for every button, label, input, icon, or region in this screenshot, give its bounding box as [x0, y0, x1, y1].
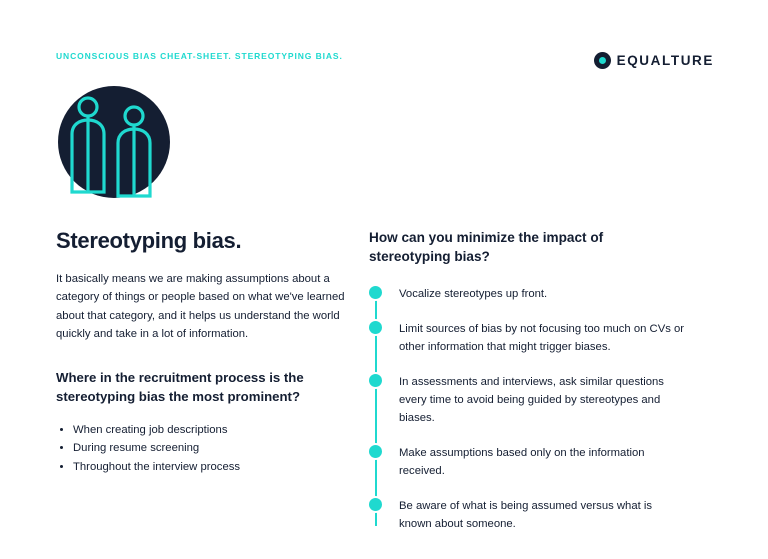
- timeline-item-text: Be aware of what is being assumed versus what is known about someone.: [399, 500, 653, 531]
- logo-text: EQUALTURE: [616, 53, 714, 68]
- timeline-item-text: Make assumptions based only on the information received.: [399, 446, 645, 478]
- two-people-circle-illustration: [50, 86, 190, 206]
- list-item: [399, 444, 687, 480]
- timeline-item-text: Vocalize stereotypes up front.: [399, 287, 548, 300]
- equalture-logo: [594, 52, 714, 69]
- list-item: [399, 497, 687, 533]
- list-item: [399, 373, 687, 427]
- tips-timeline: [369, 285, 687, 534]
- prominence-bullet-list: [56, 421, 346, 477]
- list-item: • Throughout the interview process: [73, 458, 346, 477]
- list-item: [399, 320, 687, 356]
- logo-mark-icon: [594, 52, 611, 69]
- list-item: • During resume screening: [73, 439, 346, 458]
- page-title: Stereotyping bias.: [56, 228, 242, 253]
- timeline-item-text: In assessments and interviews, ask similar questions every time to avoid being guided by stereotypes and biases.: [399, 375, 664, 424]
- list-item: • When creating job descriptions: [73, 421, 346, 440]
- description-text: It basically means we are making assumptions about a category of things or people based on what we've learned about that category, and it helps us understand the world quickly and take in a lot of information.: [56, 273, 345, 340]
- list-item: [399, 285, 687, 303]
- timeline-dot-icon: [369, 321, 382, 334]
- prominence-subheading: Where in the recruitment process is the stereotyping bias the most prominent?: [56, 370, 304, 404]
- eyebrow-label: UNCONSCIOUS BIAS CHEAT-SHEET. STEREOTYPING BIAS.: [56, 51, 343, 61]
- timeline-dot-icon: [369, 286, 382, 299]
- right-column: [369, 228, 687, 533]
- timeline-dot-icon: [369, 374, 382, 387]
- left-column: [56, 228, 346, 477]
- minimize-impact-heading: How can you minimize the impact of stereotyping bias?: [369, 230, 604, 265]
- timeline-dot-icon: [369, 498, 382, 511]
- timeline-dot-icon: [369, 445, 382, 458]
- timeline-item-text: Limit sources of bias by not focusing too much on CVs or other information that might trigger biases.: [399, 322, 685, 353]
